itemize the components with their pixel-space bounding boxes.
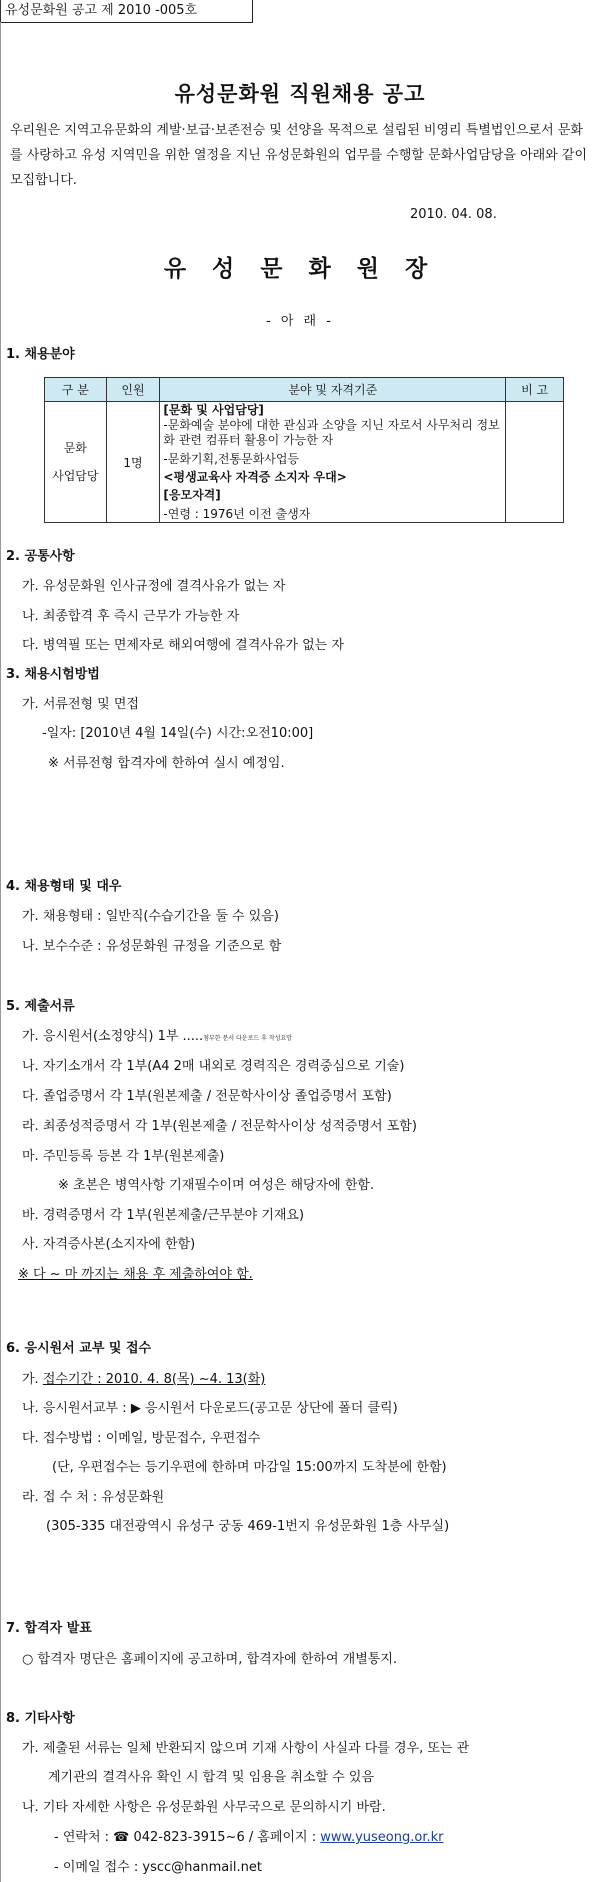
list-item: 계기관의 결격사유 확인 시 합격 및 임용을 취소할 수 있음 xyxy=(48,1770,375,1785)
list-item: 바. 경력증명서 각 1부(원본제출/근무분야 기재요) xyxy=(22,1208,305,1223)
section-8-heading: 8. 기타사항 xyxy=(6,1711,75,1726)
field-line: -연령 : 1976년 이전 출생자 xyxy=(163,507,311,521)
list-item xyxy=(22,1025,292,1044)
col-count: 인원 xyxy=(106,378,160,402)
cell-field xyxy=(160,402,506,523)
list-item: 나. 응시원서교부 : ▶ 응시원서 다운로드(공고문 상단에 폴더 클릭) xyxy=(22,1401,398,1416)
list-item: 다. 병역필 또는 면제자로 해외여행에 결격사유가 없는 자 xyxy=(22,638,344,653)
list-item: 가. 유성문화원 인사규정에 결격사유가 없는 자 xyxy=(22,579,286,594)
list-item: (단, 우편접수는 등기우편에 한하며 마감일 15:00까지 도착분에 한함) xyxy=(52,1460,447,1475)
col-note: 비 고 xyxy=(506,378,564,402)
below-divider: - 아 래 - xyxy=(266,314,334,329)
list-item: -일자: [2010년 4월 14일(수) 시간:오전10:00] xyxy=(42,726,314,741)
list-item: 사. 자격증사본(소지자에 한함) xyxy=(22,1237,196,1252)
list-item: 가. 서류전형 및 면접 xyxy=(22,697,139,712)
issuer-name: 유 성 문 화 원 장 xyxy=(163,256,437,282)
list-item: 마. 주민등록 등본 각 1부(원본제출) xyxy=(22,1149,225,1164)
item-ga-note: 첨부한 문서 다운로드 후 작성요망 xyxy=(203,1035,292,1042)
cell-category xyxy=(45,402,107,523)
section-3-heading: 3. 채용시험방법 xyxy=(6,667,100,682)
list-item: 나. 최종합격 후 즉시 근무가 가능한 자 xyxy=(22,609,240,624)
period-text: 접수기간 : 2010. 4. 8(목) ~4. 13(화) xyxy=(42,1372,266,1387)
list-item: 나. 기타 자세한 사항은 유성문화원 사무국으로 문의하시기 바람. xyxy=(22,1800,386,1815)
list-item: 나. 보수수준 : 유성문화원 규정을 기준으로 함 xyxy=(22,939,282,954)
period-label: 가. xyxy=(22,1372,43,1387)
section-4-heading: 4. 채용형태 및 대우 xyxy=(6,879,122,894)
list-item: ○ 합격자 명단은 홈페이지에 공고하며, 합격자에 한하여 개별통지. xyxy=(22,1652,398,1667)
section-6-heading: 6. 응시원서 교부 및 접수 xyxy=(6,1341,152,1356)
notice-number: 유성문화원 공고 제 2010 -005호 xyxy=(0,0,197,22)
list-item: 다. 졸업증명서 각 1부(원본제출 / 전문학사이상 졸업증명서 포함) xyxy=(22,1089,392,1104)
cell-note xyxy=(506,402,564,523)
section-7-heading: 7. 합격자 발표 xyxy=(6,1621,92,1636)
list-item: 가. 제출된 서류는 일체 반환되지 않으며 기재 사항이 사실과 다를 경우, 또는 관 xyxy=(22,1741,470,1756)
left-border xyxy=(0,22,1,1882)
field-line: <평생교육사 자격증 소지자 우대> xyxy=(163,470,347,484)
section-1-heading: 1. 채용분야 xyxy=(6,347,75,362)
list-item: ※ 다 ~ 마 까지는 채용 후 제출하여야 함. xyxy=(18,1267,253,1282)
website-link[interactable]: www.yuseong.or.kr xyxy=(320,1830,444,1845)
intro-paragraph: 우리원은 지역고유문화의 계발·보급·보존전승 및 선양을 목적으로 설립된 비영리 특별법인으로서 문화를 사랑하고 유성 지역민을 위한 열정을 지닌 유성문화원의 업무를 수행할 문화사업담당을 아래와 같이 모집합니다. xyxy=(10,123,588,188)
table-header-row xyxy=(45,378,564,402)
list-item: 가. 채용형태 : 일반직(수습기간을 둘 수 있음) xyxy=(22,909,279,924)
table-row xyxy=(45,402,564,523)
col-category: 구 분 xyxy=(45,378,107,402)
cell-count: 1명 xyxy=(106,402,160,523)
field-line: [응모자격] xyxy=(163,488,221,502)
list-item: ※ 초본은 병역사항 기재필수이며 여성은 해당자에 한함. xyxy=(58,1178,375,1193)
notice-date: 2010. 04. 08. xyxy=(410,207,497,222)
field-line: -문화예술 분야에 대한 관심과 소양을 지닌 자로서 사무처리 정보화 관련 컴퓨터 활용이 가능한 자 xyxy=(163,418,500,447)
contact-text: - 연락처 : ☎ 042-823-3915~6 / 홈페이지 : xyxy=(54,1830,321,1845)
field-line: [문화 및 사업담당] xyxy=(163,403,264,417)
list-item: ※ 서류전형 합격자에 한하여 실시 예정임. xyxy=(48,756,285,771)
section-2-heading: 2. 공통사항 xyxy=(6,549,75,564)
category-line-2: 사업담당 xyxy=(52,469,99,483)
email-line: - 이메일 접수 : yscc@hanmail.net xyxy=(54,1860,262,1875)
item-ga-text: 가. 응시원서(소정양식) 1부 ..... xyxy=(22,1029,204,1044)
list-item: 라. 최종성적증명서 각 1부(원본제출 / 전문학사이상 성적증명서 포함) xyxy=(22,1119,417,1134)
page-title: 유성문화원 직원채용 공고 xyxy=(174,82,426,106)
col-field: 분야 및 자격기준 xyxy=(160,378,506,402)
contact-line xyxy=(54,1826,443,1845)
section-5-heading: 5. 제출서류 xyxy=(6,999,75,1014)
list-item: 다. 접수방법 : 이메일, 방문접수, 우편접수 xyxy=(22,1431,261,1446)
category-line-1: 문화 xyxy=(63,441,87,455)
field-line: -문화기획,전통문화사업등 xyxy=(163,452,300,466)
list-item: 나. 자기소개서 각 1부(A4 2매 내외로 경력직은 경력중심으로 기술) xyxy=(22,1059,405,1074)
list-item: (305-335 대전광역시 유성구 궁동 469-1번지 유성문화원 1층 사무실) xyxy=(46,1519,450,1534)
list-item: 라. 접 수 처 : 유성문화원 xyxy=(22,1490,165,1505)
recruit-table xyxy=(44,377,564,523)
list-item xyxy=(22,1368,265,1387)
